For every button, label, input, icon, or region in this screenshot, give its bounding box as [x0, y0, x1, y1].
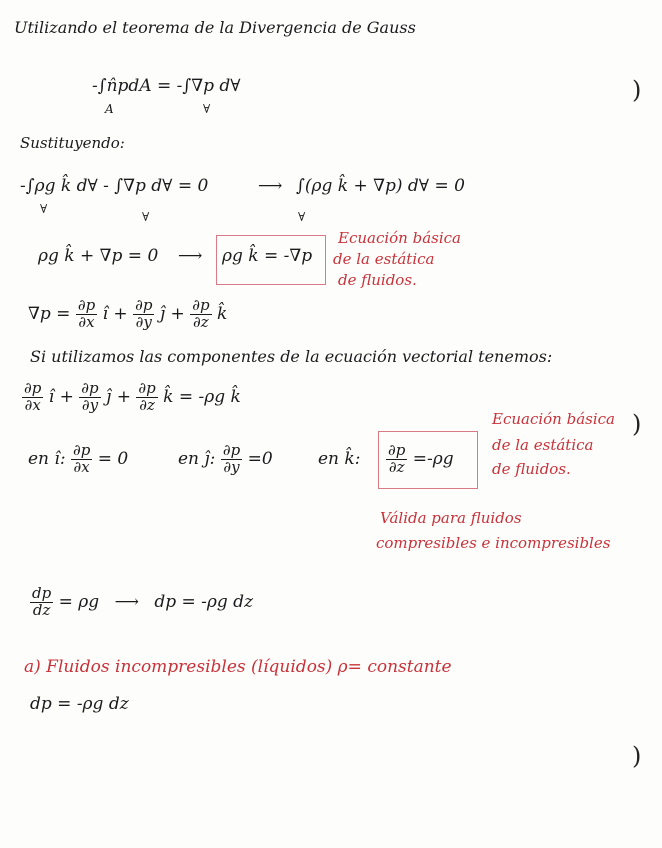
component-i-label: en î: — [28, 449, 66, 469]
equation-substitution-right: ∫(ρg k̂ + ∇p) d∀ = 0 — [296, 176, 465, 196]
component-i-rhs: = 0 — [97, 449, 129, 469]
equation-basic-boxed: ρg k̂ = -∇p — [222, 246, 313, 266]
component-j-label: en ĵ: — [178, 449, 216, 469]
component-unit-i: î — [48, 387, 55, 407]
component-j-frac: $\frac{\partial p}{\partial y}$ — [222, 441, 241, 476]
equation-final: dp = -ρg dz — [30, 694, 129, 714]
dp-dz-rhs: dp = -ρg dz — [154, 592, 254, 612]
component-j-rhs: =0 — [247, 449, 273, 469]
component-unit-k: k̂ — [163, 387, 174, 407]
component-k-label: en k̂: — [318, 449, 361, 469]
component-frac-x: $\frac{\partial p}{\partial x}$ — [24, 379, 42, 414]
dp-dz-frac: $\frac{dp}{dz}$ — [32, 584, 52, 619]
component-k-boxed — [386, 440, 454, 478]
label-sustituyendo: Sustituyendo: — [20, 134, 125, 152]
equation-gauss: -∫n̂pdA = -∫∇p d∀ — [92, 76, 241, 96]
note-component-line-2: de la estática — [492, 436, 594, 454]
note-component-line-1: Ecuación básica — [492, 410, 615, 428]
equation-basic: ρg k̂ + ∇p = 0 — [38, 246, 159, 266]
note-basic-line-3: de fluidos. — [338, 271, 417, 289]
dp-dz-mid: = ρg — [58, 592, 100, 612]
component-i-frac: $\frac{\partial p}{\partial x}$ — [72, 441, 91, 476]
gradient-lhs: ∇p = — [28, 304, 71, 324]
gradient-frac-y: $\frac{\partial p}{\partial y}$ — [135, 296, 153, 331]
note-basic-line-1: Ecuación básica — [338, 229, 461, 247]
equation-gauss-sub-volume: ∀ — [203, 102, 211, 116]
component-j-equation — [178, 440, 273, 478]
section-a-heading: a) Fluidos incompresibles (líquidos) ρ= constante — [24, 657, 452, 677]
equation-substitution-left: -∫ρg k̂ d∀ - ∫∇p d∀ = 0 — [20, 176, 209, 196]
note-basic-line-2: de la estática — [333, 250, 435, 268]
component-k-frac: $\frac{\partial p}{\partial z}$ — [388, 441, 406, 476]
sentence-components: Si utilizamos las componentes de la ecuación vectorial tenemos: — [30, 347, 553, 366]
equation-components: $\frac{\partial p}{\partial x}$ î + $\frac{\partial p}{\partial y}$ ĵ + $\frac{\partial p}{\partial z}$ k̂ = -ρg k̂ — [24, 379, 241, 414]
equation-substitution-sub-3: ∀ — [298, 210, 306, 224]
component-frac-z: $\frac{\partial p}{\partial z}$ — [138, 379, 156, 414]
margin-parenthesis-2: ) — [632, 410, 642, 438]
valid-note-line-2: compresibles e incompresibles — [376, 534, 611, 552]
equation-substitution-arrow: ⟶ — [258, 176, 283, 196]
component-frac-y: $\frac{\partial p}{\partial y}$ — [81, 379, 99, 414]
component-k-equation — [318, 440, 360, 478]
margin-parenthesis-3: ) — [632, 742, 642, 770]
equation-gauss-sub-area: A — [105, 102, 114, 116]
component-rhs: = -ρg k̂ — [178, 387, 241, 407]
component-unit-j: ĵ — [106, 387, 112, 407]
equation-substitution-sub-2: ∀ — [142, 210, 150, 224]
gradient-frac-x: $\frac{\partial p}{\partial x}$ — [77, 296, 96, 331]
note-component-line-3: de fluidos. — [492, 460, 571, 478]
gradient-frac-z: $\frac{\partial p}{\partial z}$ — [192, 296, 210, 331]
margin-parenthesis-1: ) — [632, 76, 642, 104]
heading-gauss: Utilizando el teorema de la Divergencia de Gauss — [14, 18, 416, 37]
equation-gradient: ∇p = $\frac{\partial p}{\partial x}$ î + $\frac{\partial p}{\partial y}$ ĵ + $\frac{\partial p}{\partial z}$ k̂ — [28, 296, 228, 331]
gradient-unit-i: î — [102, 304, 109, 324]
equation-substitution-sub-1: ∀ — [40, 202, 48, 216]
component-k-rhs: =-ρg — [412, 449, 454, 469]
gradient-unit-k: k̂ — [216, 304, 228, 324]
equation-basic-arrow: ⟶ — [178, 246, 203, 266]
gradient-unit-j: ĵ — [159, 304, 166, 324]
dp-dz-arrow: ⟶ — [114, 592, 139, 612]
valid-note-line-1: Válida para fluidos — [380, 509, 522, 527]
equation-dp-dz — [30, 582, 253, 622]
component-i-equation — [28, 440, 128, 478]
